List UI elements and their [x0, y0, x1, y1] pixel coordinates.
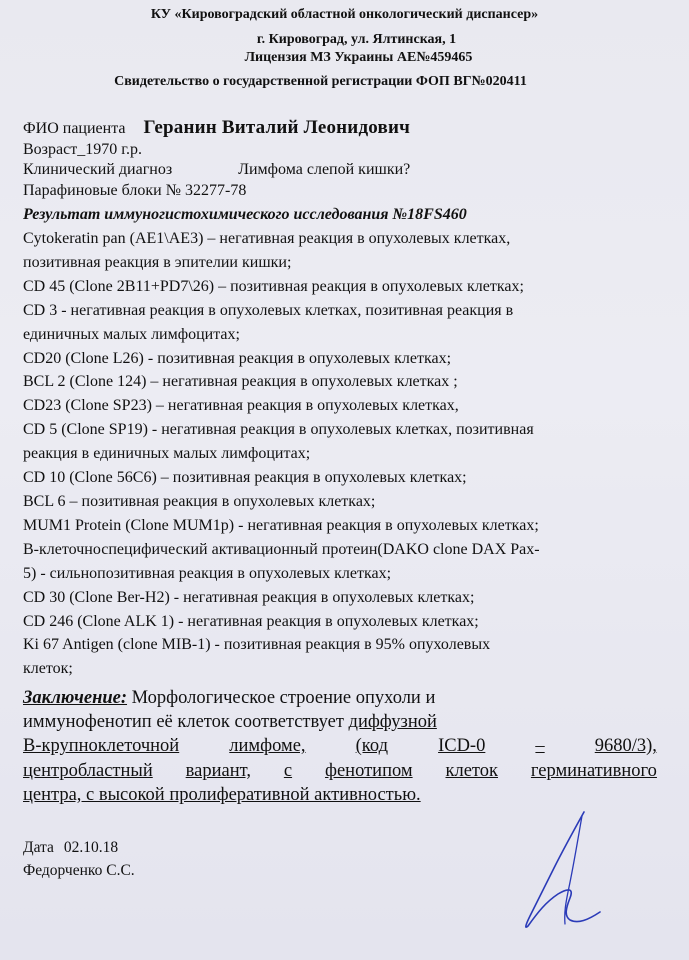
doctor-name: Федорченко С.С.	[23, 862, 135, 879]
result-line: CD 5 (Clone SP19) - негативная реакция в опухолевых клетках, позитивная	[23, 421, 534, 439]
results-title: Результат иммуногистохимического исследования №18FS460	[23, 206, 467, 223]
result-line: позитивная реакция в эпителии кишки;	[23, 253, 292, 271]
header-license: Лицензия МЗ Украины АЕ№459465	[244, 50, 473, 65]
result-line: единичных малых лимфоцитах;	[23, 325, 240, 343]
header-institution: КУ «Кировоградский областной онкологический диспансер»	[150, 7, 539, 22]
result-line: клеток;	[23, 660, 73, 678]
conclusion-word: –	[535, 736, 545, 757]
result-line: В-клеточноспецифический активационный протеин(DAKO clone DAX Pax-	[23, 540, 540, 558]
conclusion-word: герминативного	[530, 760, 657, 781]
result-line: CD 10 (Clone 56C6) – позитивная реакция в опухолевых клетках;	[23, 469, 467, 487]
diagnosis-label: Клинический диагноз	[23, 161, 173, 178]
result-line: Ki 67 Antigen (clone MIB-1) - позитивная реакция в 95% опухолевых	[23, 636, 491, 654]
conclusion-line-4	[23, 759, 657, 783]
conclusion-word: с	[283, 760, 293, 781]
result-line: 5) - сильнопозитивная реакция в опухолевых клетках;	[23, 564, 392, 582]
diagnosis-value: Лимфома слепой кишки?	[238, 161, 411, 178]
conclusion-word: В-крупноклеточной	[23, 736, 180, 757]
conclusion	[23, 686, 657, 807]
patient-name-value: Геранин Виталий Леонидович	[143, 117, 411, 138]
conclusion-word: центробластный	[23, 760, 153, 781]
results-list	[23, 227, 663, 681]
conclusion-word: ICD-0	[438, 736, 486, 757]
footer	[23, 836, 135, 882]
conclusion-word: вариант,	[185, 760, 251, 781]
conclusion-line-2	[23, 710, 657, 734]
patient-name-label: ФИО пациента	[23, 120, 126, 137]
patient-age: Возраст_1970 г.р.	[23, 140, 142, 158]
conclusion-text: иммунофенотип её клеток соответствует	[23, 712, 349, 733]
conclusion-text: Морфологическое строение опухоли и	[127, 688, 436, 708]
signature-icon	[508, 808, 608, 938]
header-address: г. Кировоград, ул. Ялтинская, 1	[256, 32, 457, 47]
date-label: Дата	[23, 839, 54, 856]
date-row	[23, 836, 135, 859]
date-value: 02.10.18	[63, 839, 119, 856]
conclusion-line-3	[23, 734, 657, 758]
conclusion-line-5	[23, 783, 657, 807]
result-line: CD 3 - негативная реакция в опухолевых клетках, позитивная реакция в	[23, 301, 514, 319]
result-line: CD 246 (Clone ALK 1) - негативная реакция в опухолевых клетках;	[23, 612, 479, 630]
conclusion-underlined-text: центра, с высокой пролиферативной активностью.	[23, 784, 421, 805]
result-line: CD23 (Clone SP23) – негативная реакция в опухолевых клетках,	[23, 397, 459, 415]
result-line: Cytokeratin pan (AE1\AE3) – негативная реакция в опухолевых клетках,	[23, 230, 511, 247]
result-line: BCL 6 – позитивная реакция в опухолевых клетках;	[23, 492, 376, 510]
result-line: MUM1 Protein (Clone MUM1p) - негативная реакция в опухолевых клетках;	[23, 516, 539, 534]
result-line: CD 30 (Clone Ber-H2) - негативная реакция в опухолевых клетках;	[23, 588, 475, 606]
conclusion-word: 9680/3),	[594, 736, 657, 757]
result-line: CD 45 (Clone 2B11+PD7\26) – позитивная реакция в опухолевых клетках;	[23, 277, 524, 295]
conclusion-word: фенотипом	[324, 760, 413, 781]
conclusion-word: клеток	[445, 760, 499, 781]
result-line: BCL 2 (Clone 124) – негативная реакция в опухолевых клетках ;	[23, 373, 458, 391]
conclusion-underlined-text: диффузной	[348, 712, 437, 733]
conclusion-word: (код	[355, 736, 388, 757]
result-line: реакция в единичных малых лимфоцитах;	[23, 445, 311, 463]
patient-name-row	[23, 118, 663, 140]
paraffin-blocks: Парафиновые блоки № 32277-78	[23, 181, 247, 199]
diagnosis-row	[23, 160, 663, 181]
patient-info	[23, 118, 663, 201]
header-registration: Свидетельство о государственной регистрации ФОП ВГ№020411	[114, 74, 527, 89]
conclusion-line-1	[23, 686, 657, 710]
conclusion-label: Заключение:	[23, 688, 128, 708]
conclusion-word: лимфоме,	[229, 736, 306, 757]
result-line: CD20 (Clone L26) - позитивная реакция в опухолевых клетках;	[23, 349, 452, 367]
